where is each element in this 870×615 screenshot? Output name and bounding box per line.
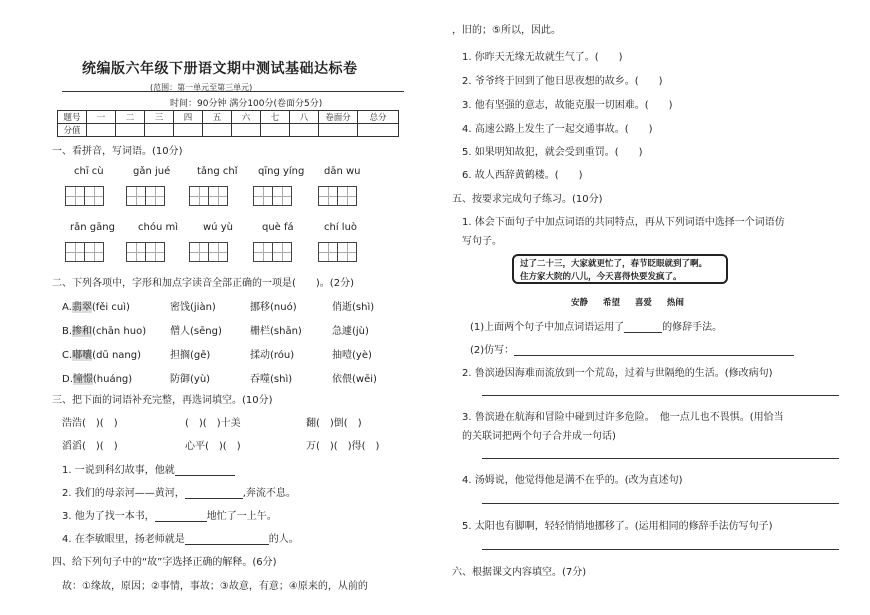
answer-blank[interactable] — [514, 355, 794, 356]
writing-grid[interactable] — [65, 186, 104, 206]
option-word: 俏逝(shì) — [332, 302, 375, 313]
option-pinyin: (huáng) — [92, 374, 133, 385]
question-text: 4. 汤姆说，他觉得他是满不在乎的。(改为直述句) — [462, 475, 683, 486]
pinyin-label: dān wu — [324, 166, 361, 177]
option-word: 密饯(jiàn) — [170, 302, 216, 313]
gu-item[interactable]: 1. 你昨天无缘无故就生气了。( ) — [462, 52, 623, 63]
answer-blank[interactable] — [175, 475, 235, 476]
option-a[interactable] — [62, 298, 130, 313]
gloss-line: ，旧的；⑤所以，因此。 — [452, 25, 561, 36]
question-3-4 — [62, 530, 299, 545]
pinyin-label: gǎn jué — [133, 166, 171, 177]
option-word: 防御(yù) — [170, 374, 211, 385]
question-text: 写句子。 — [462, 236, 502, 247]
section-3-heading: 三、把下面的词语补充完整，再选词填空。(10分) — [52, 395, 273, 406]
pinyin-label: rǎn gāng — [70, 222, 115, 233]
word-choices: 安静 希望 喜爱 热闹 — [571, 298, 684, 308]
score-cell[interactable] — [116, 124, 145, 137]
score-cell[interactable] — [203, 124, 232, 137]
answer-line[interactable] — [482, 458, 839, 459]
question-text: 2. 鲁滨逊因海难而流放到一个荒岛，过着与世隔绝的生活。(修改病句) — [462, 368, 773, 379]
writing-grid[interactable] — [253, 242, 292, 262]
option-word: 嘟囔 — [72, 350, 93, 361]
exam-range: (范围：第一单元至第三单元) — [150, 83, 253, 92]
option-word: 掺和 — [72, 326, 93, 337]
writing-grid[interactable] — [126, 242, 165, 262]
option-word: 僧人(sēng) — [170, 326, 222, 337]
question-text: (2)仿写： — [470, 345, 515, 356]
option-word: 挪移(nuó) — [250, 302, 297, 313]
writing-grid[interactable] — [318, 186, 357, 206]
section-4-heading: 四、给下列句子中的“故”字选择正确的解释。(6分) — [52, 557, 277, 568]
pinyin-label: qīng yíng — [258, 166, 305, 177]
question-text: 4. 在李敏眼里，扬老师就是 — [62, 534, 185, 545]
example-sentence: 住方家大院的八儿，今天喜得快要发疯了。 — [520, 272, 682, 282]
idiom-fill[interactable]: 心平( )( ) — [185, 441, 241, 452]
option-word: 翡翠 — [71, 302, 92, 313]
writing-grid[interactable] — [253, 186, 292, 206]
writing-grid[interactable] — [189, 242, 228, 262]
answer-line[interactable] — [482, 549, 839, 550]
question-text: 地忙了一上午。 — [206, 511, 277, 522]
idiom-fill[interactable]: 浩浩( )( ) — [62, 418, 118, 429]
section-2-heading: 二、下列各项中，字形和加点字读音全部正确的一项是( )。(2分) — [52, 278, 354, 289]
writing-grid[interactable] — [126, 186, 165, 206]
example-sentence: 过了二十三，大家就更忙了，春节眨眼就到了啊。 — [520, 259, 708, 269]
question-text: 2. 我们的母亲河——黄河， — [62, 488, 185, 499]
idiom-fill[interactable]: 翻( )倒( ) — [306, 418, 362, 429]
question-text: 的人。 — [268, 534, 299, 545]
score-cell[interactable] — [319, 124, 358, 137]
score-header-cell: 八 — [290, 111, 319, 124]
option-word: 依偎(wēi) — [332, 374, 377, 385]
question-text: (1)上面两个句子中加点词语运用了 — [470, 322, 625, 333]
question-text: ,奔流不息。 — [242, 488, 296, 499]
score-header-cell: 四 — [174, 111, 203, 124]
score-cell[interactable] — [232, 124, 261, 137]
question-text: 的修辞手法。 — [662, 322, 723, 333]
header-divider — [62, 91, 404, 92]
score-header-cell: 题号 — [58, 111, 87, 124]
question-text: 3. 鲁滨逊在航海和冒险中碰到过许多危险。 他一点儿也不畏惧。(用恰当 — [462, 412, 784, 423]
gu-item[interactable]: 2. 爷爷终于回到了他日思夜想的故乡。( ) — [462, 76, 663, 87]
question-text: 5. 太阳也有脚啊，轻轻悄悄地挪移了。(运用相同的修辞手法仿写句子) — [462, 521, 773, 532]
score-header-cell: 七 — [261, 111, 290, 124]
answer-line[interactable] — [482, 503, 839, 504]
gu-item[interactable]: 6. 故人西辞黄鹤楼。( ) — [462, 170, 583, 181]
question-text: 1. 体会下面句子中加点词语的共同特点，再从下列词语中选择一个词语仿 — [462, 217, 785, 228]
option-pinyin: (chān huo) — [92, 326, 147, 337]
example-sentence-box — [512, 254, 728, 284]
score-cell[interactable] — [358, 124, 399, 137]
question-text: 的关联词把两个句子合并成一句话) — [462, 431, 616, 442]
writing-grid[interactable] — [189, 186, 228, 206]
option-c[interactable] — [62, 346, 141, 361]
writing-grid[interactable] — [65, 242, 104, 262]
answer-blank[interactable] — [185, 544, 269, 545]
option-word: 憧憬 — [72, 374, 93, 385]
score-header-cell: 一 — [87, 111, 116, 124]
score-header-cell: 三 — [145, 111, 174, 124]
option-b[interactable] — [62, 322, 146, 337]
score-header-cell: 六 — [232, 111, 261, 124]
score-row-label: 分值 — [58, 124, 87, 137]
option-word: 担搁(gē) — [170, 350, 211, 361]
score-header-cell: 总分 — [358, 111, 399, 124]
writing-grid[interactable] — [318, 242, 357, 262]
answer-blank[interactable] — [155, 521, 207, 522]
option-word: 栅栏(shān) — [250, 326, 302, 337]
question-3-3 — [62, 507, 277, 522]
gu-item[interactable]: 3. 他有坚强的意志，故能克服一切困难。( ) — [462, 100, 673, 111]
subquestion-2 — [470, 341, 794, 356]
score-header-cell: 二 — [116, 111, 145, 124]
option-pinyin: (dū nang) — [92, 350, 141, 361]
option-letter: C. — [62, 350, 73, 361]
option-word: 吞噬(shì) — [250, 374, 293, 385]
option-letter: B. — [62, 326, 73, 337]
question-text: 1. 一说到科幻故事，他就 — [62, 465, 175, 476]
question-3-2 — [62, 484, 296, 499]
pinyin-label: chóu mì — [138, 222, 178, 233]
question-3-1 — [62, 461, 235, 476]
idiom-fill[interactable]: 滔滔( )( ) — [62, 441, 118, 452]
option-letter: D. — [62, 374, 73, 385]
subquestion-1 — [470, 318, 722, 333]
gloss-line: 故：①缘故，原因；②事情，事故；③故意，有意；④原来的，从前的 — [62, 581, 368, 592]
score-cell[interactable] — [290, 124, 319, 137]
option-word: 抽噎(yè) — [332, 350, 372, 361]
answer-blank[interactable] — [185, 498, 243, 499]
score-table — [57, 110, 399, 137]
gu-item[interactable]: 4. 高速公路上发生了一起交通事故。( ) — [462, 124, 653, 135]
score-header-cell: 卷面分 — [319, 111, 358, 124]
pinyin-label: chī cù — [74, 166, 104, 177]
page-title: 统编版六年级下册语文期中测试基础达标卷 — [82, 61, 358, 77]
pinyin-label: tǎng chǐ — [197, 166, 238, 177]
idiom-fill[interactable]: ( )( )十美 — [185, 418, 241, 429]
score-cell[interactable] — [174, 124, 203, 137]
score-cell[interactable] — [261, 124, 290, 137]
pinyin-label: wú yù — [203, 222, 233, 233]
answer-blank[interactable] — [624, 332, 662, 333]
option-d[interactable] — [62, 370, 132, 385]
score-cell[interactable] — [87, 124, 116, 137]
option-word: 揉动(róu) — [250, 350, 295, 361]
exam-time: 时间：90分钟 满分100分(卷面分5分) — [170, 99, 323, 109]
question-text: 3. 他为了找一本书， — [62, 511, 155, 522]
option-pinyin: (fěi cuì) — [91, 302, 130, 313]
section-5-heading: 五、按要求完成句子练习。(10分) — [452, 194, 603, 205]
option-word: 急遽(jù) — [332, 326, 369, 337]
idiom-fill[interactable]: 万( )( )得( ) — [306, 441, 380, 452]
score-header-cell: 五 — [203, 111, 232, 124]
score-cell[interactable] — [145, 124, 174, 137]
gu-item[interactable]: 5. 如果明知故犯，就会受到重罚。( ) — [462, 147, 643, 158]
option-letter: A. — [62, 302, 72, 313]
pinyin-label: chí luò — [324, 222, 358, 233]
section-1-heading: 一、看拼音，写词语。(10分) — [52, 146, 183, 157]
answer-line[interactable] — [482, 395, 839, 396]
section-6-heading: 六、根据课文内容填空。(7分) — [452, 567, 587, 578]
pinyin-label: què fá — [262, 222, 294, 233]
